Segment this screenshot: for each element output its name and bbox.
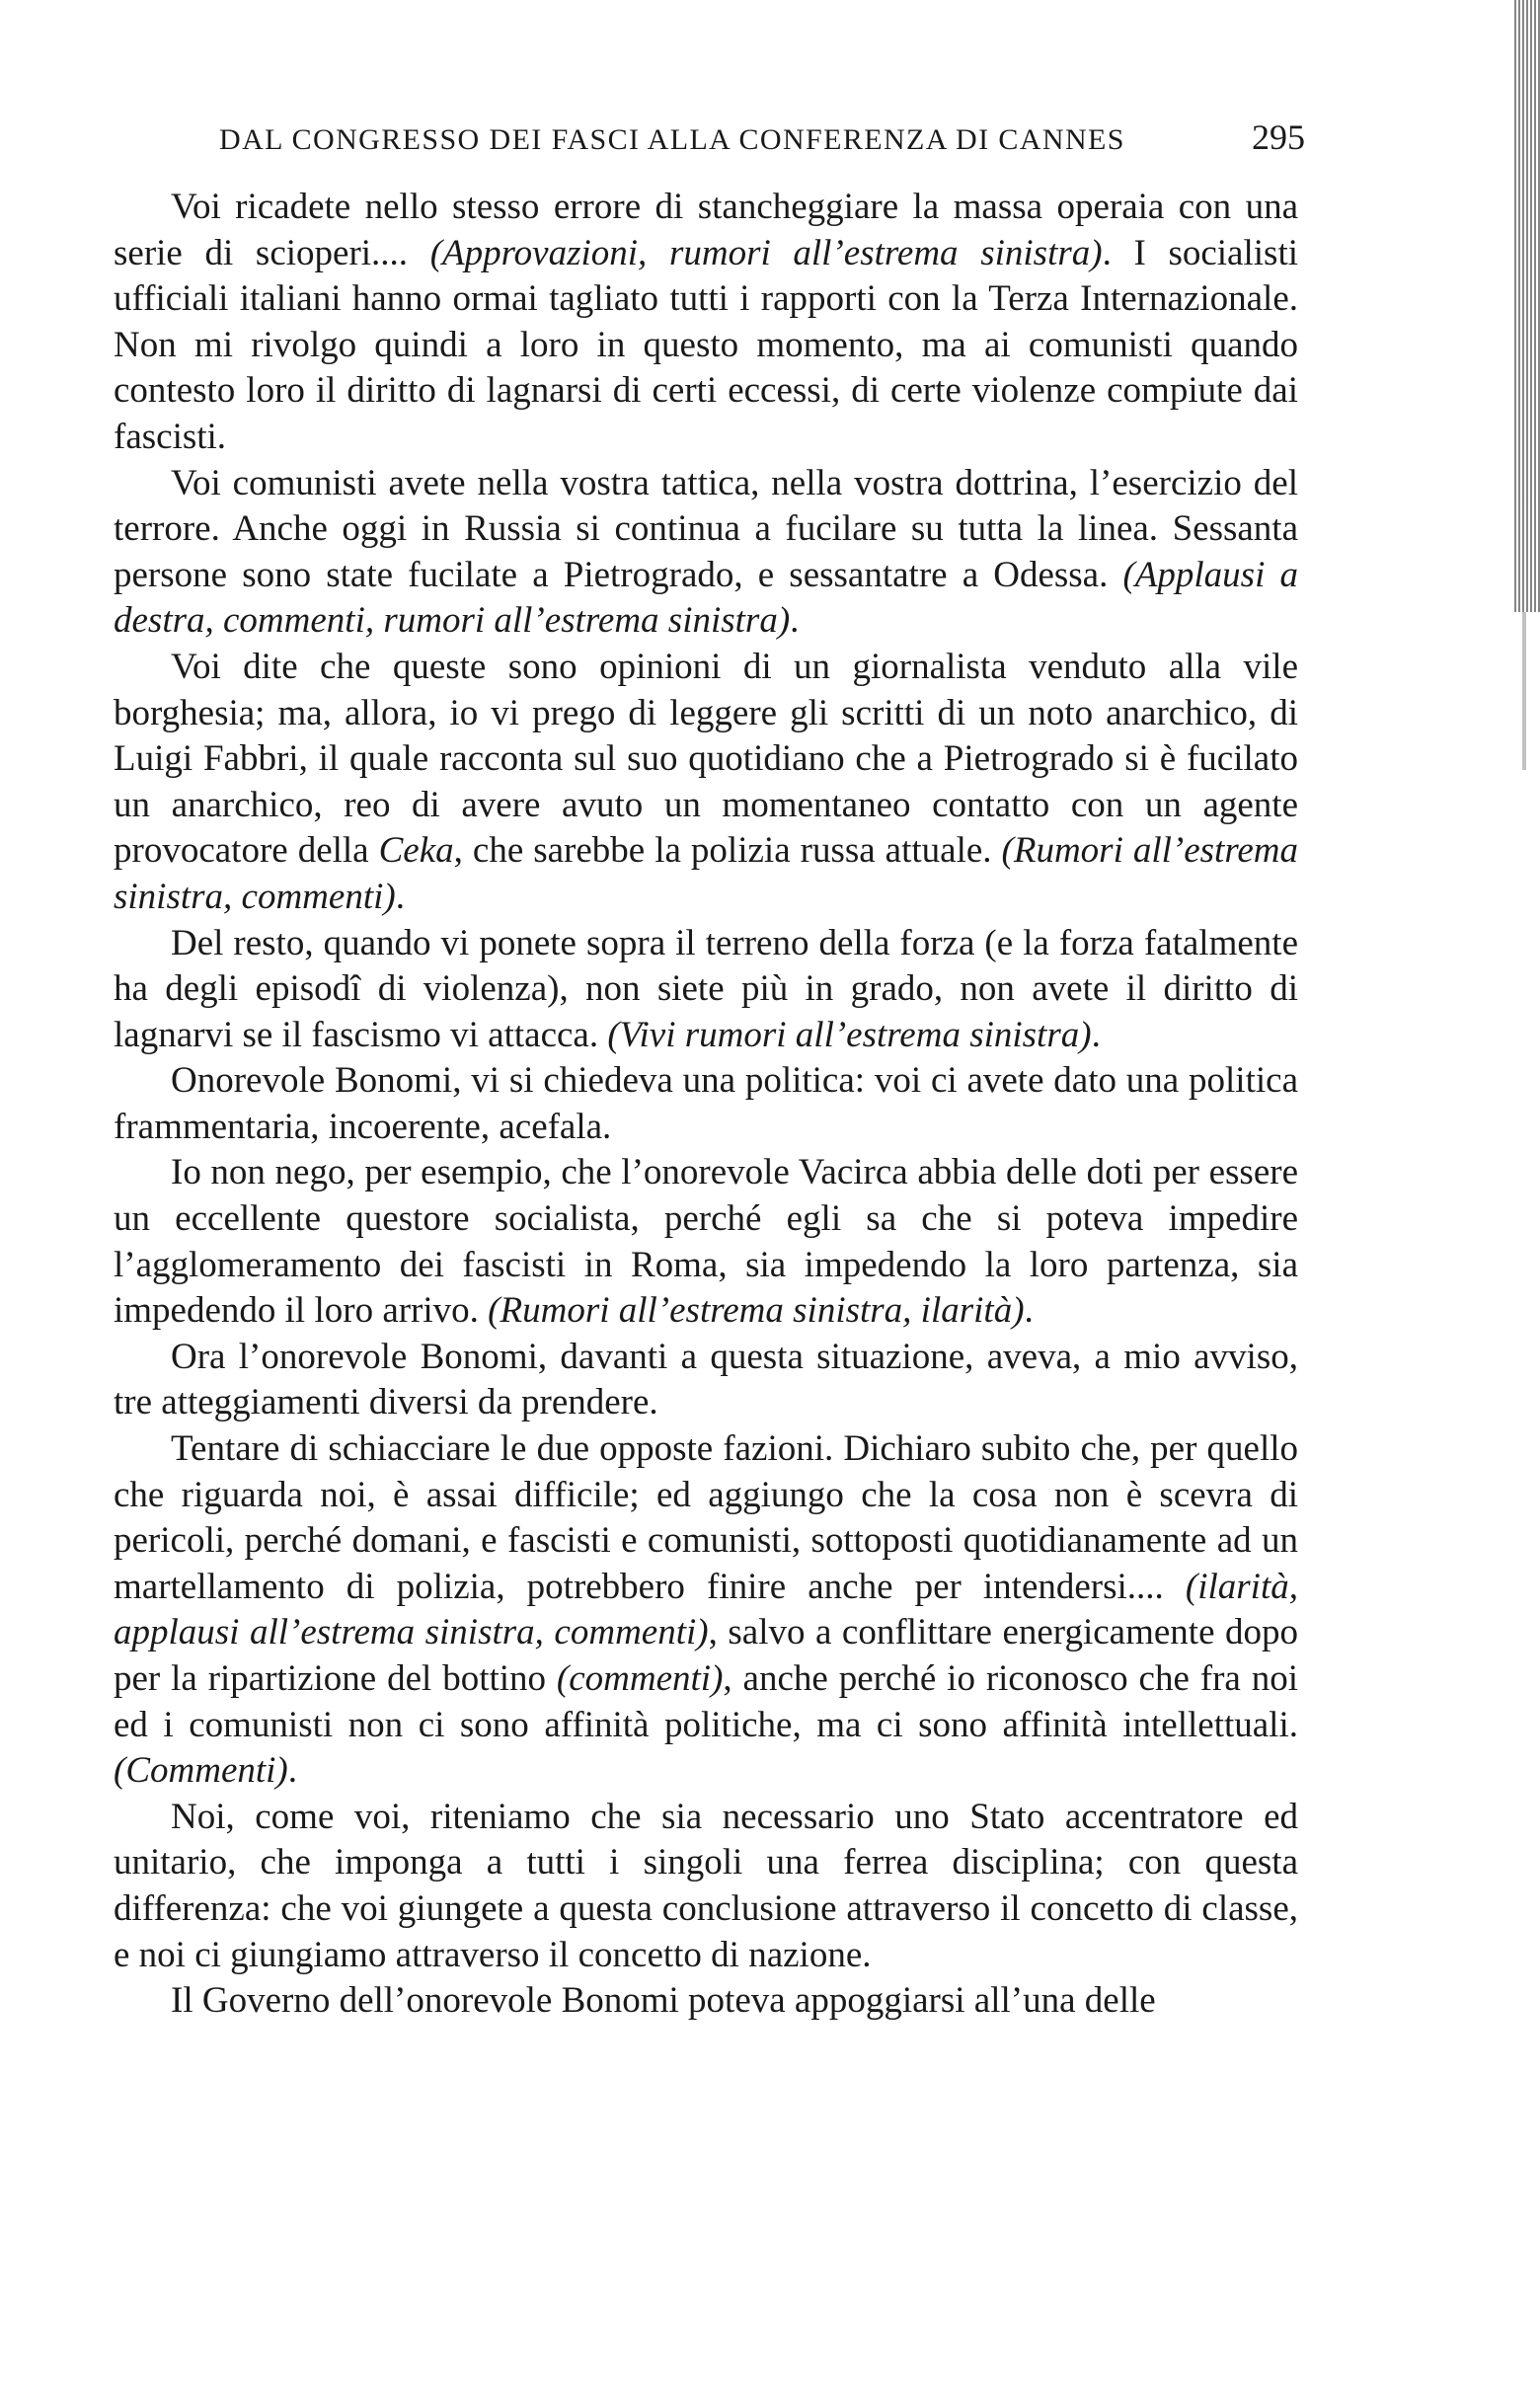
text-run: , salvo a conflittare energicamente dopo per la ripartizione del bottino bbox=[114, 1612, 1298, 1699]
italic-run: (Vivi rumori all’estrema sinistra) bbox=[607, 1014, 1092, 1055]
paragraph bbox=[114, 1058, 1298, 1150]
text-run: Voi dite che queste sono opinioni di un giornalista venduto alla vile borghesia; ma, allora, io vi prego di leggere gli scritti di un noto anarchico, di Luigi Fabbri, il quale racconta sul suo quotidiano che a Pietrogrado si è fucilato un anarchico, reo di avere avuto un momentaneo contatto con un agente provocatore della bbox=[114, 646, 1298, 872]
paragraph bbox=[114, 645, 1298, 921]
italic-run: (Rumori all’estrema sinistra, commenti) bbox=[114, 830, 1299, 917]
text-run: Il Governo dell’onorevole Bonomi poteva appoggiarsi all’una delle bbox=[171, 1980, 1156, 2022]
paragraph bbox=[114, 1978, 1298, 2025]
text-run: Del resto, quando vi ponete sopra il terreno della forza (e la forza fatalmente ha degli episodî di violenza), non siete più in grado, non avete il diritto di lagnarvi se il fascismo vi attacca. bbox=[114, 922, 1298, 1055]
scan-edge-artifact bbox=[1514, 0, 1540, 612]
paragraph bbox=[114, 1426, 1298, 1795]
italic-run: (Rumori all’estrema sinistra, ilarità) bbox=[488, 1290, 1025, 1332]
italic-run: (Applausi a destra, commenti, rumori all’estrema sinistra) bbox=[114, 554, 1298, 642]
text-run: Ora l’onorevole Bonomi, davanti a questa situazione, aveva, a mio avviso, tre atteggiamenti diversi da prendere. bbox=[114, 1336, 1298, 1423]
text-run: . bbox=[1091, 1014, 1101, 1055]
italic-run: (ilarità, applausi all’estrema sinistra, commenti) bbox=[114, 1566, 1298, 1653]
paragraph bbox=[114, 185, 1298, 461]
text-run: Tentare di schiacciare le due opposte fazioni. Dichiaro subito che, per quello che riguarda noi, è assai difficile; ed aggiungo che la cosa non è scevra di pericoli, perché domani, e fascisti e comunisti, sottoposti quotidianamente ad un martellamento di polizia, potrebbero finire anche per intendersi.... bbox=[114, 1428, 1298, 1607]
italic-run: (Approvazioni, rumori all’estrema sinistra) bbox=[429, 232, 1103, 273]
text-run: . bbox=[1024, 1290, 1034, 1332]
running-header bbox=[219, 116, 1305, 158]
text-run: Onorevole Bonomi, vi si chiedeva una politica: voi ci avete dato una politica frammentaria, incoerente, acefala. bbox=[114, 1060, 1298, 1147]
body-text bbox=[114, 185, 1298, 2025]
paragraph bbox=[114, 921, 1298, 1059]
italic-run: (Commenti) bbox=[114, 1750, 288, 1792]
paragraph bbox=[114, 461, 1298, 645]
paragraph bbox=[114, 1335, 1298, 1426]
scan-edge-mark bbox=[1522, 612, 1526, 770]
italic-run: (commenti) bbox=[556, 1658, 724, 1699]
text-run: Io non nego, per esempio, che l’onorevole Vacirca abbia delle doti per essere un eccellente questore socialista, perché egli sa che si poteva impedire l’agglomeramento dei fascisti in Roma, sia impedendo la loro partenza, sia impedendo il loro arrivo. bbox=[114, 1152, 1298, 1332]
text-run: Noi, come voi, riteniamo che sia necessario uno Stato accentratore ed unitario, che imponga a tutti i singoli una ferrea disciplina; con questa differenza: che voi giungete a questa conclusione attraverso il concetto di classe, e noi ci giungiamo attraverso il concetto di nazione. bbox=[114, 1796, 1298, 1975]
text-run: , anche perché io riconosco che fra noi ed i comunisti non ci sono affinità politiche, ma ci sono affinità intellettuali. bbox=[114, 1658, 1298, 1745]
text-run: . bbox=[287, 1750, 297, 1792]
text-run: , che sarebbe la polizia russa attuale. bbox=[453, 830, 1002, 872]
paragraph bbox=[114, 1150, 1298, 1334]
paragraph bbox=[114, 1795, 1298, 1978]
text-run: Voi ricadete nello stesso errore di stancheggiare la massa operaia con una serie di scioperi.... bbox=[114, 187, 1298, 273]
running-title: DAL CONGRESSO DEI FASCI ALLA CONFERENZA DI CANNES bbox=[219, 123, 1125, 156]
text-run: . I socialisti ufficiali italiani hanno ormai tagliato tutti i rapporti con la Terza Internazionale. Non mi rivolgo quindi a loro in questo momento, ma ai comunisti quando contesto loro il diritto di lagnarsi di certi eccessi, di certe violenze compiute dai fascisti. bbox=[114, 232, 1298, 457]
text-run: Voi comunisti avete nella vostra tattica, nella vostra dottrina, l’esercizio del terrore. Anche oggi in Russia si continua a fucilare su tutta la linea. Sessanta persone sono state fucilate a Pietrogrado, e sessantatre a Odessa. bbox=[114, 462, 1298, 595]
italic-run: Ceka bbox=[378, 830, 454, 872]
page-number: 295 bbox=[1252, 117, 1305, 157]
text-run: . bbox=[395, 876, 405, 917]
text-run: . bbox=[790, 600, 800, 642]
